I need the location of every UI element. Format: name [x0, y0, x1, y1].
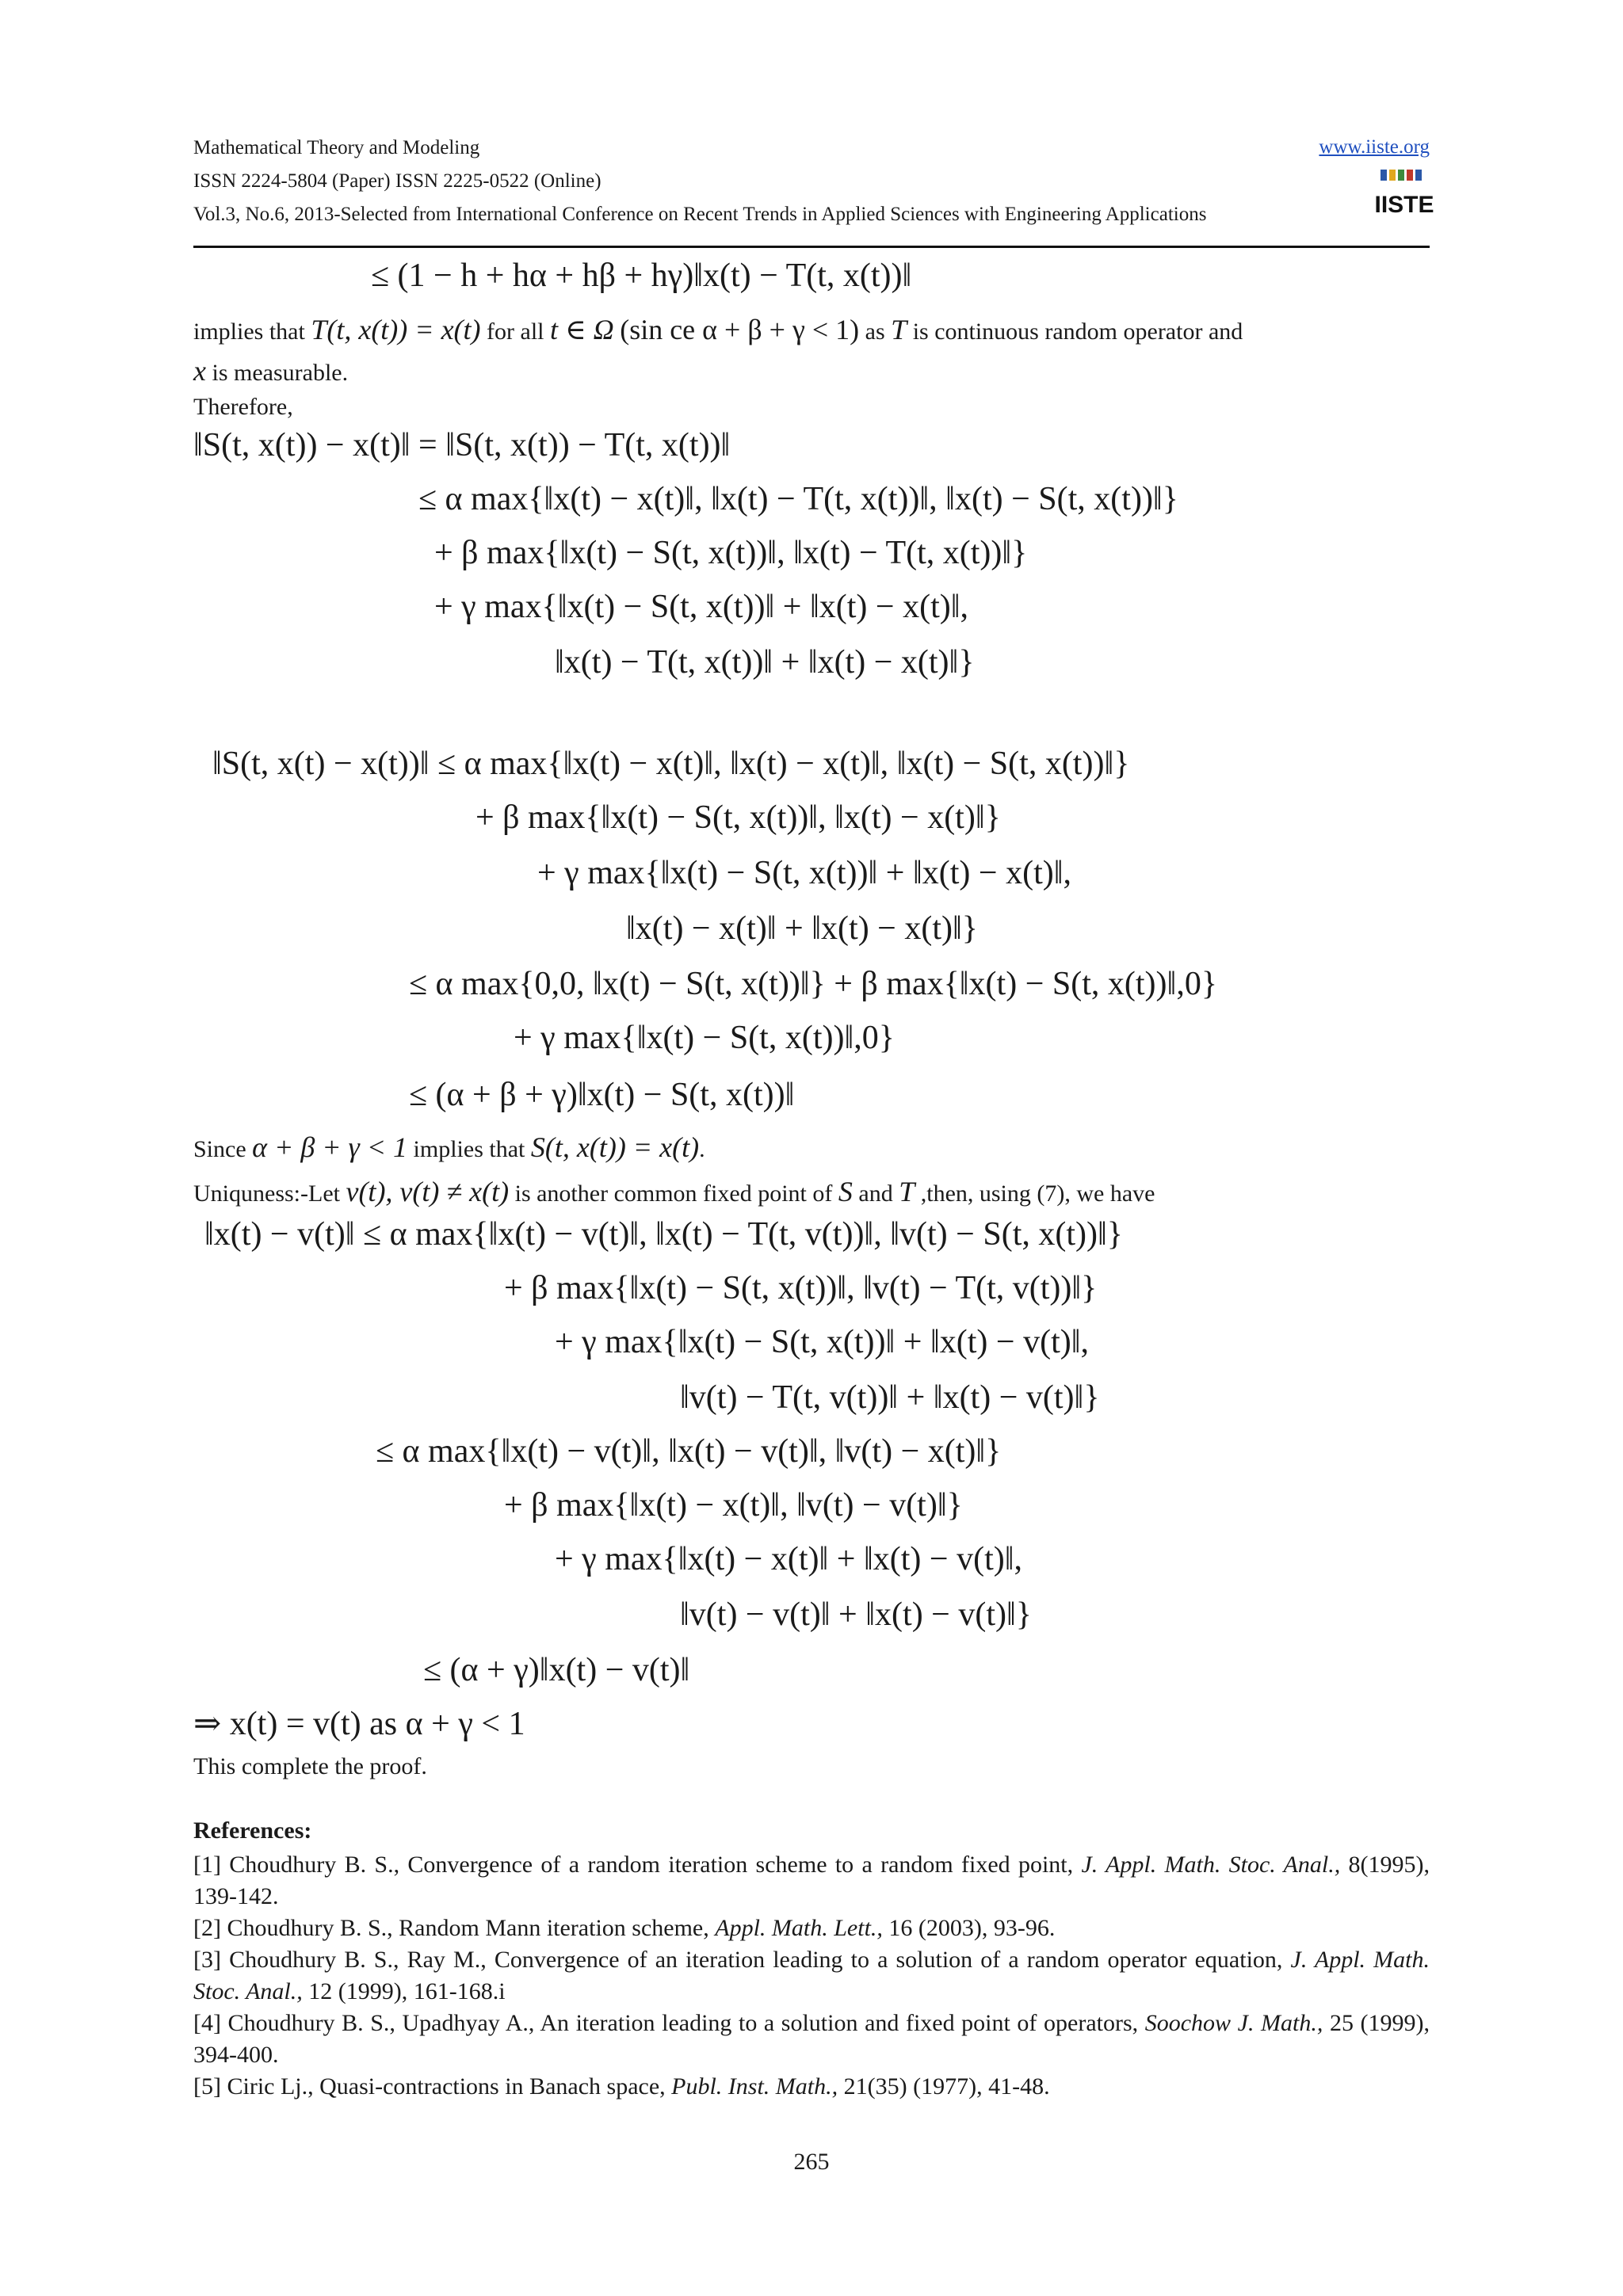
math-inline: T(t, x(t)) = x(t)	[311, 314, 481, 345]
paragraph-measurable: x is measurable.	[193, 355, 349, 387]
block1-line: ≤ α max{‖x(t) − x(t)‖, ‖x(t) − T(t, x(t))‖, ‖x(t) − S(t, x(t))‖}	[418, 481, 1178, 517]
page-number: 265	[793, 2149, 830, 2175]
conclusion-line: ⇒ x(t) = v(t) as α + γ < 1	[193, 1706, 525, 1742]
block3-line: ‖v(t) − v(t)‖ + ‖x(t) − v(t)‖}	[680, 1596, 1032, 1633]
reference-item: [3] Choudhury B. S., Ray M., Convergence of an iteration leading to a solution of a random operator equation, J. Appl. Math. Stoc. Anal., 12 (1999), 161-168.i	[193, 1947, 1430, 2004]
math-inline: S(t, x(t)) = x(t)	[530, 1131, 700, 1163]
iiste-logo	[1374, 168, 1434, 219]
block1-line: + β max{‖x(t) − S(t, x(t))‖, ‖x(t) − T(t, x(t))‖}	[434, 535, 1028, 571]
block3-line: ≤ (α + γ)‖x(t) − v(t)‖	[423, 1652, 690, 1688]
block3-line: ‖v(t) − T(t, v(t))‖ + ‖x(t) − v(t)‖}	[680, 1379, 1100, 1416]
journal-name: Mathematical Theory and Modeling	[193, 137, 480, 158]
math-inline: S	[838, 1176, 853, 1207]
reference-item: [1] Choudhury B. S., Convergence of a random iteration scheme to a random fixed point, J. Appl. Math. Stoc. Anal., 8(1995), 139-142.	[193, 1852, 1430, 1909]
proof-complete: This complete the proof.	[193, 1753, 427, 1779]
block2-line: + γ max{‖x(t) − S(t, x(t))‖ + ‖x(t) − x(t)‖,	[537, 855, 1072, 891]
website-link[interactable]: www.iiste.org	[1319, 136, 1430, 158]
block1-line: ‖x(t) − T(t, x(t))‖ + ‖x(t) − x(t)‖}	[555, 644, 975, 681]
paragraph-implies: implies that T(t, x(t)) = x(t) for all t ∈ Ω (sin ce α + β + γ < 1) as T is continuous random operator and	[193, 314, 1243, 345]
math-inline: T	[899, 1176, 915, 1207]
math-inline: t ∈ Ω	[550, 314, 614, 345]
logo-text: IISTE	[1374, 192, 1434, 218]
block3-line: + β max{‖x(t) − S(t, x(t))‖, ‖v(t) − T(t, v(t))‖}	[504, 1270, 1098, 1306]
block3-line: + γ max{‖x(t) − x(t)‖ + ‖x(t) − v(t)‖,	[555, 1541, 1023, 1577]
header-rule	[193, 246, 1430, 248]
block2-line: ≤ α max{0,0, ‖x(t) − S(t, x(t))‖} + β max{‖x(t) − S(t, x(t))‖,0}	[409, 966, 1217, 1002]
uniqueness-line: Uniquness:-Let v(t), v(t) ≠ x(t) is another common fixed point of S and T ,then, using (7), we have	[193, 1176, 1155, 1207]
since-line: Since α + β + γ < 1 implies that S(t, x(t)) = x(t).	[193, 1131, 705, 1163]
block3-line: ‖x(t) − v(t)‖ ≤ α max{‖x(t) − v(t)‖, ‖x(t) − T(t, v(t))‖, ‖v(t) − S(t, x(t))‖}	[204, 1216, 1123, 1253]
reference-item: [5] Ciric Lj., Quasi-contractions in Banach space, Publ. Inst. Math., 21(35) (1977), 41-48.	[193, 2073, 1050, 2100]
math-inline: v(t), v(t) ≠ x(t)	[346, 1176, 510, 1207]
therefore-label: Therefore,	[193, 394, 293, 420]
math-inline: x	[193, 355, 206, 387]
block2-line: + γ max{‖x(t) − S(t, x(t))‖,0}	[514, 1020, 895, 1056]
references-heading: References:	[193, 1817, 312, 1844]
block2-line: ≤ (α + β + γ)‖x(t) − S(t, x(t))‖	[409, 1077, 795, 1113]
reference-item: [2] Choudhury B. S., Random Mann iteration scheme, Appl. Math. Lett., 16 (2003), 93-96.	[193, 1915, 1056, 1941]
block2-line: ‖S(t, x(t) − x(t))‖ ≤ α max{‖x(t) − x(t)‖, ‖x(t) − x(t)‖, ‖x(t) − S(t, x(t))‖}	[212, 746, 1130, 782]
block3-line: + γ max{‖x(t) − S(t, x(t))‖ + ‖x(t) − v(t)‖,	[555, 1324, 1090, 1360]
equation-top: ≤ (1 − h + hα + hβ + hγ)‖x(t) − T(t, x(t))‖	[371, 257, 912, 294]
block3-line: + β max{‖x(t) − x(t)‖, ‖v(t) − v(t)‖}	[504, 1487, 963, 1524]
math-inline: α + β + γ < 1	[252, 1131, 408, 1163]
volume-line: Vol.3, No.6, 2013-Selected from International Conference on Recent Trends in Applied Sciences with Engineering Applications	[193, 204, 1207, 225]
reference-item: [4] Choudhury B. S., Upadhyay A., An iteration leading to a solution and fixed point of operators, Soochow J. Math., 25 (1999), 394-400.	[193, 2010, 1430, 2068]
block2-line: + β max{‖x(t) − S(t, x(t))‖, ‖x(t) − x(t)‖}	[475, 799, 1001, 836]
block1-line: + γ max{‖x(t) − S(t, x(t))‖ + ‖x(t) − x(t)‖,	[434, 589, 969, 625]
block1-line: ‖S(t, x(t)) − x(t)‖ = ‖S(t, x(t)) − T(t, x(t))‖	[193, 427, 731, 463]
block2-line: ‖x(t) − x(t)‖ + ‖x(t) − x(t)‖}	[626, 910, 978, 947]
math-inline: (sin ce α + β + γ < 1)	[620, 314, 860, 345]
issn-line: ISSN 2224-5804 (Paper) ISSN 2225-0522 (Online)	[193, 170, 601, 192]
math-inline: T	[891, 314, 907, 345]
block3-line: ≤ α max{‖x(t) − v(t)‖, ‖x(t) − v(t)‖, ‖v(t) − x(t)‖}	[376, 1433, 1002, 1470]
